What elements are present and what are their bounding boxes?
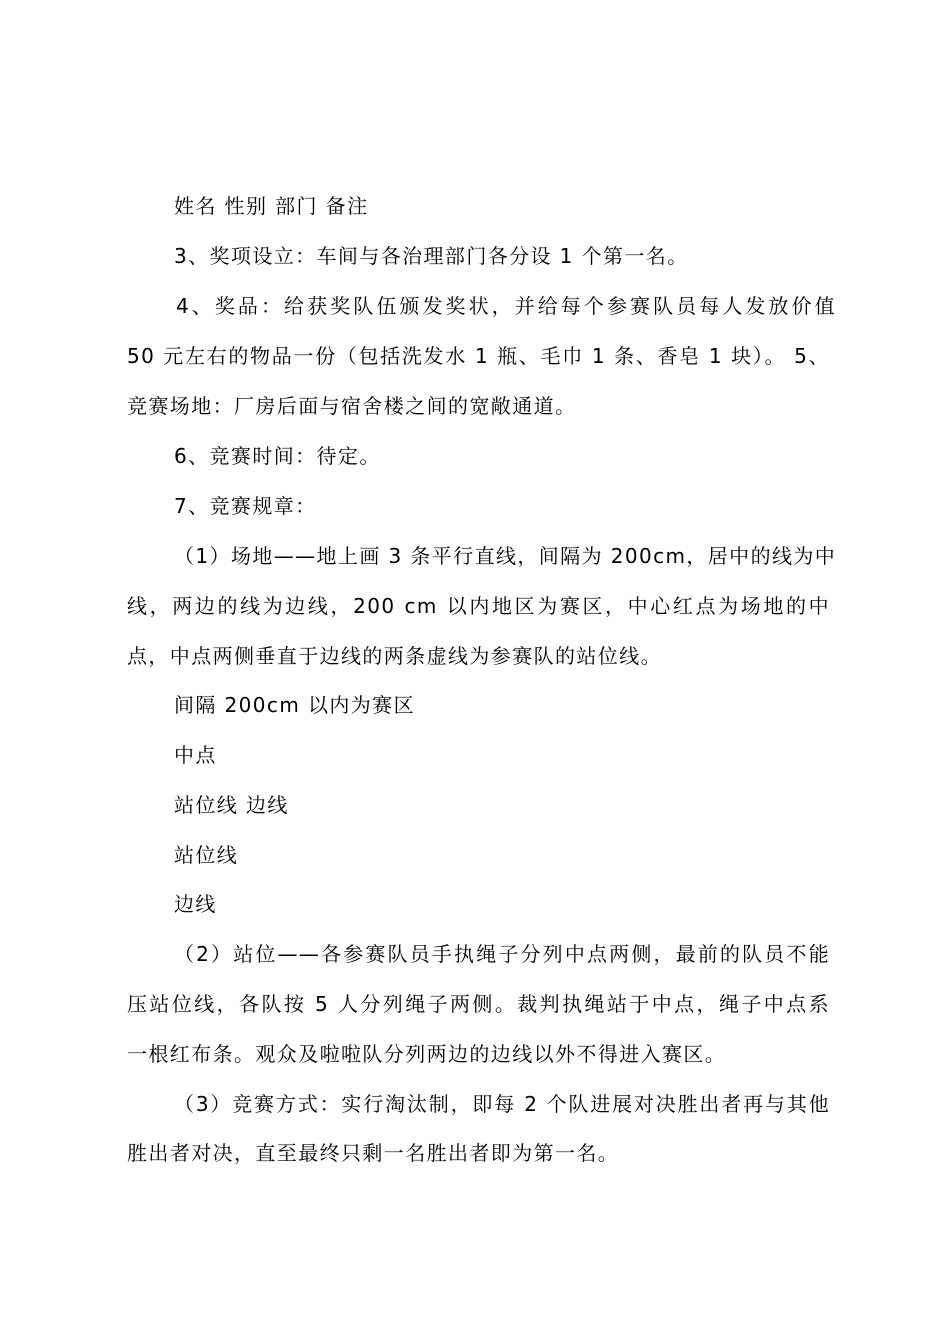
diagram-label-interval: 间隔 200cm 以内为赛区 [174,693,415,717]
position-rule-line-1: （2）站位——各参赛队员手执绳子分列中点两侧，最前的队员不能 [174,942,830,966]
award-setting-paragraph: 3、奖项设立：车间与各治理部门各分设 1 个第一名。 [174,244,689,268]
table-header-line: 姓名 性别 部门 备注 [174,194,369,218]
diagram-label-midpoint: 中点 [174,743,217,767]
prize-paragraph-line-1: 4、奖品：给获奖队伍颁发奖状，并给每个参赛队员每人发放价值 [176,294,836,318]
position-rule-line-2: 压站位线，各队按 5 人分列绳子两侧。裁判执绳站于中点，绳子中点系 [127,992,830,1016]
venue-paragraph: 竞赛场地：厂房后面与宿舍楼之间的宽敞通道。 [127,394,577,418]
field-rule-line-3: 点，中点两侧垂直于边线的两条虚线为参赛队的站位线。 [127,644,662,668]
diagram-label-station: 站位线 [174,843,239,867]
position-rule-line-3: 一根红布条。观众及啦啦队分列两边的边线以外不得进入赛区。 [127,1042,727,1066]
competition-format-line-2: 胜出者对决，直至最终只剩一名胜出者即为第一名。 [127,1141,620,1165]
competition-format-line-1: （3）竞赛方式：实行淘汰制，即每 2 个队进展对决胜出者再与其他 [174,1092,830,1116]
diagram-label-station-sideline: 站位线 边线 [174,793,289,817]
field-rule-line-2: 线，两边的线为边线，200 cm 以内地区为赛区，中心红点为场地的中 [127,594,830,618]
diagram-label-sideline: 边线 [174,892,217,916]
field-rule-line-1: （1）场地——地上画 3 条平行直线，间隔为 200cm，居中的线为中 [174,544,837,568]
rules-heading: 7、竞赛规章： [174,494,317,518]
prize-paragraph-line-2: 50 元左右的物品一份（包括洗发水 1 瓶、毛巾 1 条、香皂 1 块）。 5、 [127,344,830,368]
time-paragraph: 6、竞赛时间：待定。 [174,444,381,468]
